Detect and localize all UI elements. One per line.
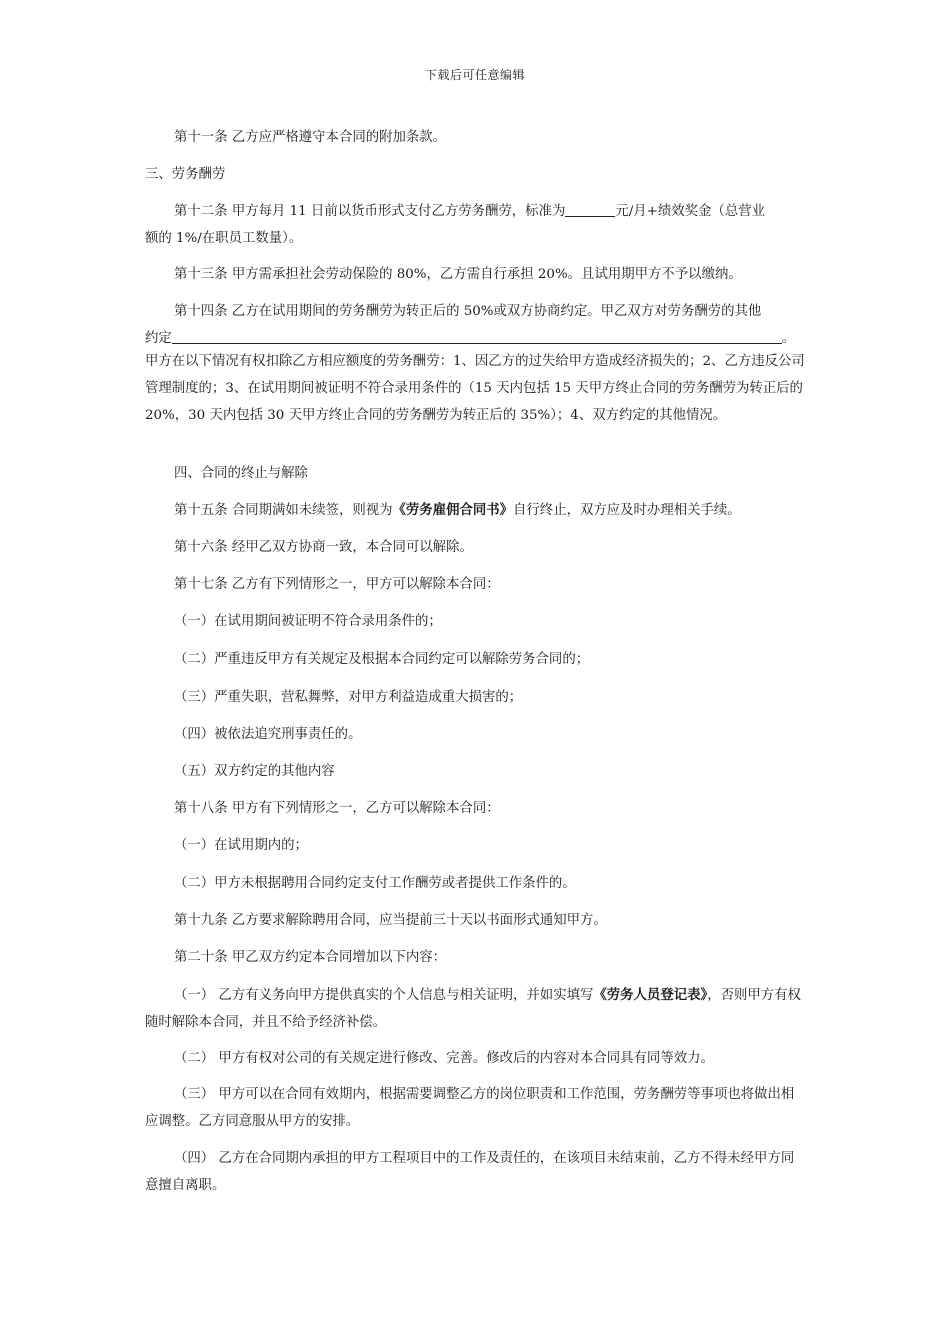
article-20-item-4: （四） 乙方在合同期内承担的甲方工程项目中的工作及责任的，在该项目未结束前，乙方不得未经甲方同意擅自离职。 xyxy=(145,1151,795,1193)
article-19: 第十九条 乙方要求解除聘用合同，应当提前三十天以书面形式通知甲方。 xyxy=(174,913,607,928)
article-16: 第十六条 经甲乙双方协商一致，本合同可以解除。 xyxy=(174,540,473,555)
article-12 xyxy=(145,198,807,252)
registration-form-ref: 《劳务人员登记表》 xyxy=(593,987,708,1003)
section-3-heading: 三、劳务酬劳 xyxy=(145,167,226,182)
article-14-line1: 第十四条 乙方在试用期间的劳务酬劳为转正后的 50%或双方协商约定。甲乙双方对劳务酬劳的其他 xyxy=(174,304,762,319)
article-15-text-a: 第十五条 合同期满如未续签，则视为 xyxy=(174,503,393,518)
article-14-end: 。 xyxy=(781,331,796,346)
section-4-heading: 四、合同的终止与解除 xyxy=(174,466,308,481)
article-20-item-3: （三） 甲方可以在合同有效期内，根据需要调整乙方的岗位职责和工作范围，劳务酬劳等事项也将做出相应调整。乙方同意服从甲方的安排。 xyxy=(145,1087,795,1129)
article-17-item-2: （二）严重违反甲方有关规定及根据本合同约定可以解除劳务合同的； xyxy=(174,652,590,667)
page-header: 下载后可任意编辑 xyxy=(424,68,525,82)
article-17-item-4: （四）被依法追究刑事责任的。 xyxy=(174,727,362,742)
article-12-text-c: 额的 1%/在职员工数量）。 xyxy=(145,231,303,246)
article-18-item-2: （二）甲方未根据聘用合同约定支付工作酬劳或者提供工作条件的。 xyxy=(174,876,576,891)
article-20-item-1 xyxy=(145,982,807,1036)
article-20: 第二十条 甲乙双方约定本合同增加以下内容： xyxy=(174,950,447,965)
article-17-item-5: （五）双方约定的其他内容 xyxy=(174,764,335,779)
article-20-item-1-text-c: ，否则甲方有权随时解除本合同，并且不给予经济补偿。 xyxy=(145,988,801,1030)
article-12-text-b: 元/月+绩效奖金（总营业 xyxy=(615,204,765,219)
article-14-deductions: 甲方在以下情况有权扣除乙方相应额度的劳务酬劳：1、因乙方的过失给甲方造成经济损失的；2、乙方违反公司管理制度的；3、在试用期间被证明不符合录用条件的（15 天内包括 15 天甲方终止合同的劳务酬劳为转正后的 20%，30 天内包括 30 天甲方终止合同的劳务酬劳为转正后的 35%）；4、双方约定的其他情况。 xyxy=(145,354,805,423)
article-15 xyxy=(145,497,807,524)
article-11: 第十一条 乙方应严格遵守本合同的附加条款。 xyxy=(174,130,447,145)
article-18: 第十八条 甲方有下列情形之一，乙方可以解除本合同： xyxy=(174,801,500,816)
article-17-item-1: （一）在试用期间被证明不符合录用条件的； xyxy=(174,614,442,629)
article-13: 第十三条 甲方需承担社会劳动保险的 80%，乙方需自行承担 20%。且试用期甲方不予以缴纳。 xyxy=(174,267,742,282)
article-17: 第十七条 乙方有下列情形之一，甲方可以解除本合同： xyxy=(174,577,500,592)
article-14-agreement-label: 约定 xyxy=(145,331,172,346)
article-20-item-2: （二） 甲方有权对公司的有关规定进行修改、完善。修改后的内容对本合同具有同等效力。 xyxy=(174,1051,714,1066)
contract-title-ref: 《劳务雇佣合同书》 xyxy=(392,502,514,518)
agreement-blank xyxy=(172,329,782,344)
article-18-item-1: （一）在试用期内的； xyxy=(174,838,308,853)
article-20-item-1-text-a: （一） 乙方有义务向甲方提供真实的个人信息与相关证明，并如实填写 xyxy=(174,988,594,1003)
salary-blank xyxy=(565,202,615,217)
article-17-item-3: （三）严重失职，营私舞弊，对甲方利益造成重大损害的； xyxy=(174,690,523,705)
article-12-text-a: 第十二条 甲方每月 11 日前以货币形式支付乙方劳务酬劳，标准为 xyxy=(174,204,566,219)
article-15-text-c: 自行终止，双方应及时办理相关手续。 xyxy=(513,503,741,518)
